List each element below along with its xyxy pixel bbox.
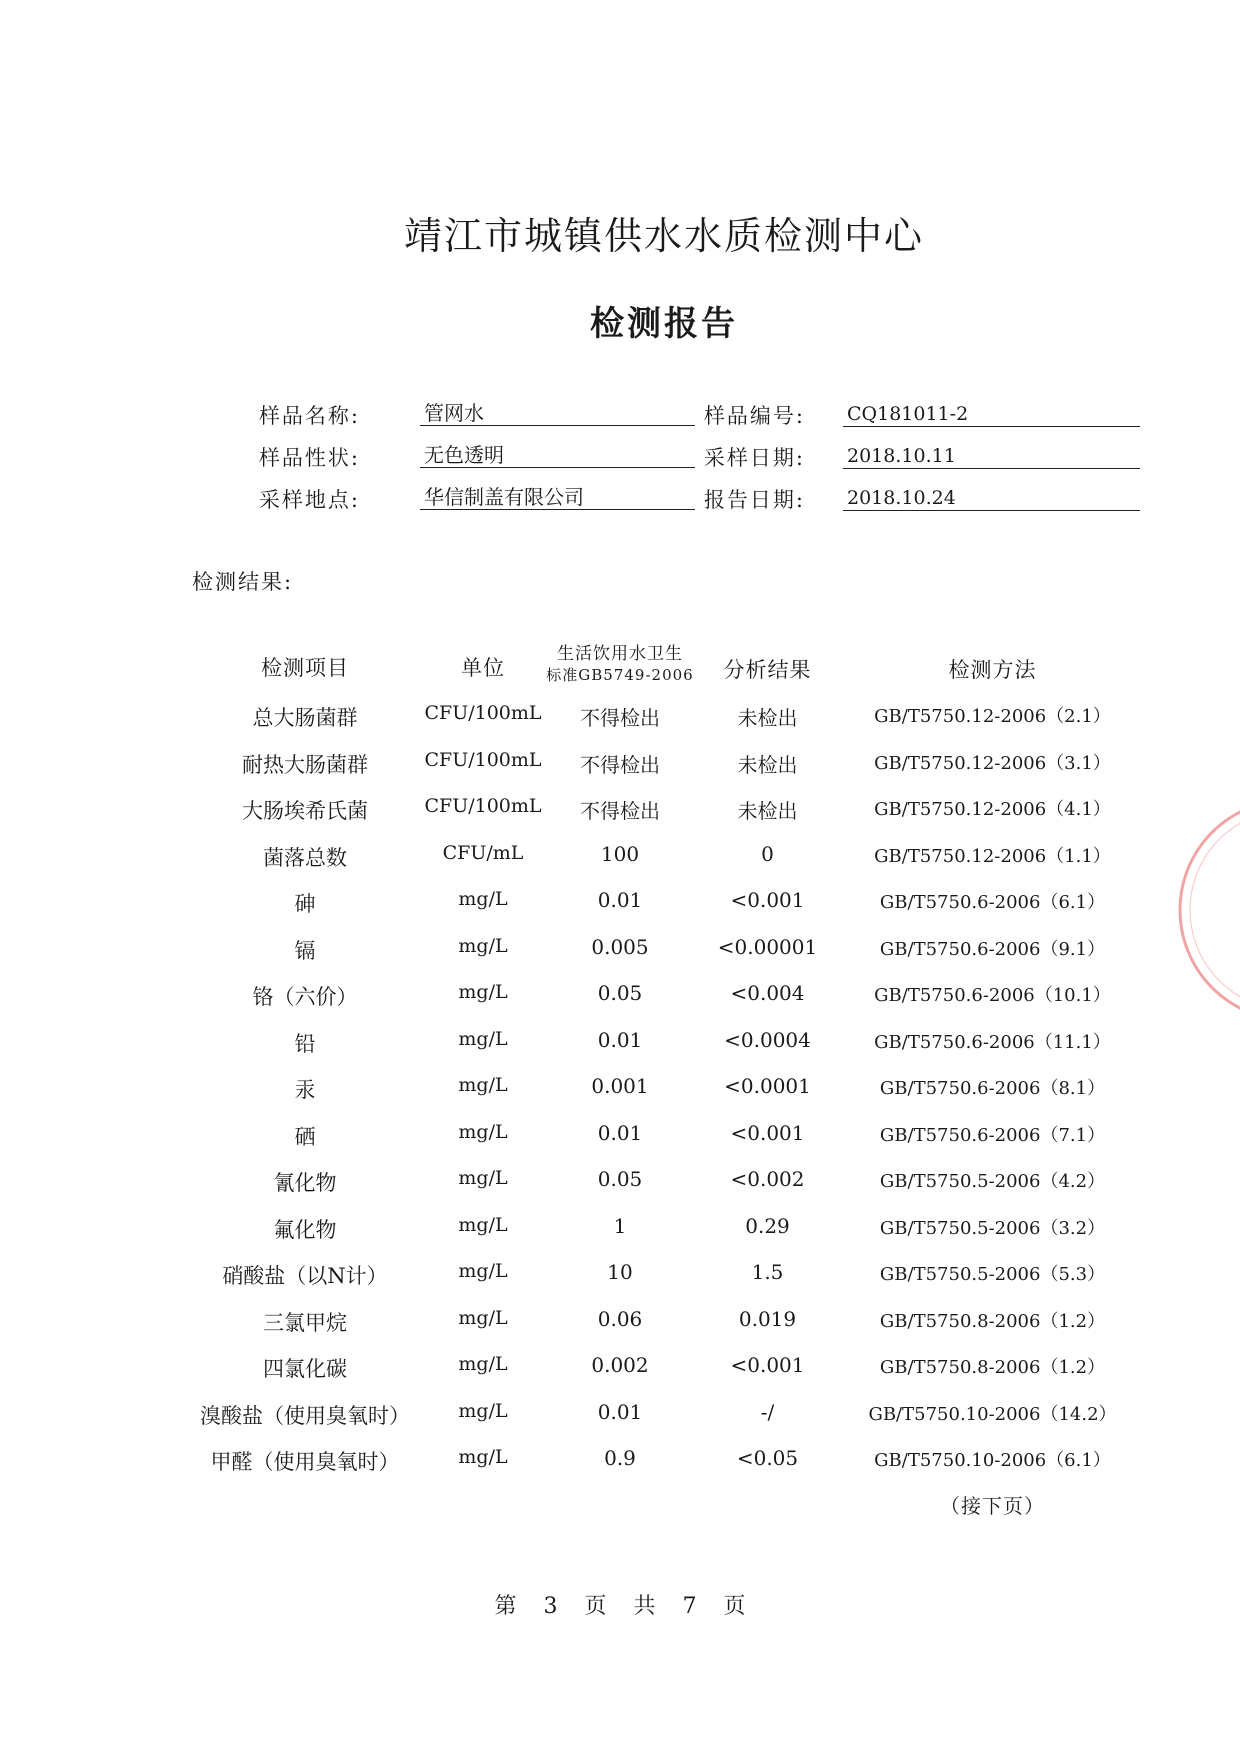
cell-method: GB/T5750.6-2006（9.1） [879,938,1106,960]
cell-standard: 0.01 [597,1399,643,1424]
cell-standard: 0.005 [591,934,649,959]
sampling-date-label: 采样日期: [703,446,805,470]
cell-standard: 不得检出 [580,706,660,730]
cell-method: GB/T5750.12-2006（1.1） [874,845,1111,867]
cell-method: GB/T5750.5-2006（5.3） [879,1264,1106,1285]
organization-title: 靖江市城镇供水水质检测中心 [403,214,924,258]
cell-standard: 0.002 [591,1353,649,1377]
cell-item: 大肠埃希氏菌 [242,799,368,823]
cell-result: <0.001 [730,888,805,912]
cell-unit: mg/L [458,934,508,957]
cell-result: 未检出 [737,706,798,730]
cell-unit: mg/L [458,1074,508,1096]
cell-standard: 0.05 [597,981,643,1005]
cell-item: 溴酸盐（使用臭氧时） [200,1403,410,1428]
cell-standard: 0.06 [597,1306,643,1331]
cell-unit: mg/L [458,1120,508,1143]
cell-result: <0.0001 [724,1074,811,1098]
cell-item: 甲醛（使用臭氧时） [210,1450,400,1474]
cell-unit: CFU/100mL [424,748,542,771]
cell-method: GB/T5750.8-2006（1.2） [879,1357,1106,1378]
cell-unit: mg/L [458,1446,508,1468]
report-title: 检测报告 [590,304,738,344]
continued-note: （接下页） [940,1494,1045,1518]
cell-result: 1.5 [751,1260,784,1284]
cell-item: 硝酸盐（以N计） [222,1264,388,1288]
cell-standard: 0.9 [604,1446,636,1470]
cell-result: <0.0004 [724,1027,811,1052]
cell-item: 铬（六价） [252,985,358,1009]
footer-page-prefix: 第 [494,1594,517,1619]
cell-result: 未检出 [737,799,798,823]
cell-standard: 0.01 [597,1027,643,1052]
cell-standard: 1 [613,1213,627,1238]
cell-method: GB/T5750.10-2006（14.2） [868,1403,1117,1425]
cell-unit: CFU/100mL [424,702,542,724]
header-method: 检测方法 [948,658,1037,682]
cell-item: 菌落总数 [263,845,347,870]
sample-no-value: CQ181011-2 [843,401,1140,427]
cell-result: 0.29 [745,1213,790,1238]
cell-unit: CFU/mL [442,841,524,864]
cell-item: 总大肠菌群 [252,706,358,730]
results-label: 检测结果: [192,570,294,594]
cell-standard: 0.01 [597,888,643,912]
cell-method: GB/T5750.12-2006（3.1） [874,752,1111,774]
header-standard [540,644,700,686]
cell-result: <0.001 [730,1120,805,1145]
cell-standard: 100 [600,841,640,866]
cell-unit: mg/L [458,1213,508,1236]
sample-name-label: 样品名称: [258,404,360,428]
page-footer [0,1589,1240,1620]
footer-page-unit: 页 [584,1594,607,1619]
cell-item: 汞 [294,1078,316,1102]
cell-unit: mg/L [458,888,508,910]
sample-state-value: 无色透明 [420,442,695,468]
cell-item: 砷 [294,892,316,916]
cell-item: 镉 [294,938,316,963]
seal-inner-ring [1190,810,1240,1010]
cell-method: GB/T5750.10-2006（6.1） [874,1450,1111,1471]
cell-unit: mg/L [458,981,508,1003]
cell-method: GB/T5750.12-2006（4.1） [874,799,1111,820]
sample-name-value: 管网水 [420,400,695,426]
cell-unit: CFU/100mL [424,795,542,817]
header-item: 检测项目 [261,656,349,680]
cell-result: 0.019 [738,1306,797,1331]
cell-standard: 不得检出 [580,799,660,823]
cell-item: 硒 [294,1124,316,1149]
cell-standard: 0.001 [591,1074,649,1098]
cell-method: GB/T5750.6-2006（11.1） [874,1031,1111,1053]
cell-method: GB/T5750.6-2006（6.1） [879,892,1106,913]
header-result: 分析结果 [723,658,812,682]
cell-unit: mg/L [458,1027,508,1050]
header-standard-line1: 生活饮用水卫生 [557,644,683,664]
cell-standard: 0.05 [597,1167,643,1191]
cell-result: -/ [760,1399,775,1424]
cell-method: GB/T5750.6-2006（7.1） [879,1124,1106,1146]
official-seal [1170,780,1240,1040]
cell-result: <0.05 [736,1446,799,1470]
cell-method: GB/T5750.12-2006（2.1） [874,706,1111,727]
cell-standard: 不得检出 [580,752,660,777]
cell-method: GB/T5750.6-2006（8.1） [879,1078,1106,1099]
header-unit: 单位 [461,656,505,680]
report-date-label: 报告日期: [703,488,805,512]
cell-item: 铅 [294,1031,316,1056]
sampling-site-value: 华信制盖有限公司 [420,484,695,510]
footer-total-prefix: 共 [633,1594,656,1619]
cell-unit: mg/L [458,1167,508,1189]
cell-unit: mg/L [458,1306,508,1329]
report-date-value: 2018.10.24 [843,485,1140,511]
cell-result: <0.001 [730,1353,805,1377]
sampling-date-value: 2018.10.11 [843,443,1140,469]
cell-item: 耐热大肠菌群 [242,752,368,777]
cell-item: 氰化物 [273,1171,337,1195]
cell-standard: 10 [607,1260,633,1284]
cell-result: <0.002 [730,1167,805,1191]
footer-page-current: 3 [543,1594,558,1619]
cell-result: <0.00001 [717,934,818,959]
cell-item: 氟化物 [273,1217,337,1242]
cell-method: GB/T5750.5-2006（4.2） [879,1171,1106,1192]
cell-method: GB/T5750.8-2006（1.2） [879,1310,1106,1332]
header-standard-line2: 标准GB5749-2006 [546,666,694,684]
cell-method: GB/T5750.5-2006（3.2） [879,1217,1106,1239]
cell-method: GB/T5750.6-2006（10.1） [874,985,1111,1006]
sampling-site-label: 采样地点: [258,488,360,512]
footer-total-unit: 页 [723,1594,746,1619]
cell-unit: mg/L [458,1353,508,1375]
sample-state-label: 样品性状: [258,446,360,470]
cell-result: 0 [761,841,774,866]
cell-result: <0.004 [730,981,805,1005]
cell-result: 未检出 [737,752,798,777]
cell-item: 四氯化碳 [263,1357,347,1381]
footer-page-total: 7 [682,1594,697,1619]
cell-unit: mg/L [458,1260,508,1282]
cell-item: 三氯甲烷 [263,1310,347,1335]
seal-ring [1180,800,1240,1020]
sample-no-label: 样品编号: [703,404,805,428]
cell-unit: mg/L [458,1399,508,1422]
cell-standard: 0.01 [597,1120,643,1145]
